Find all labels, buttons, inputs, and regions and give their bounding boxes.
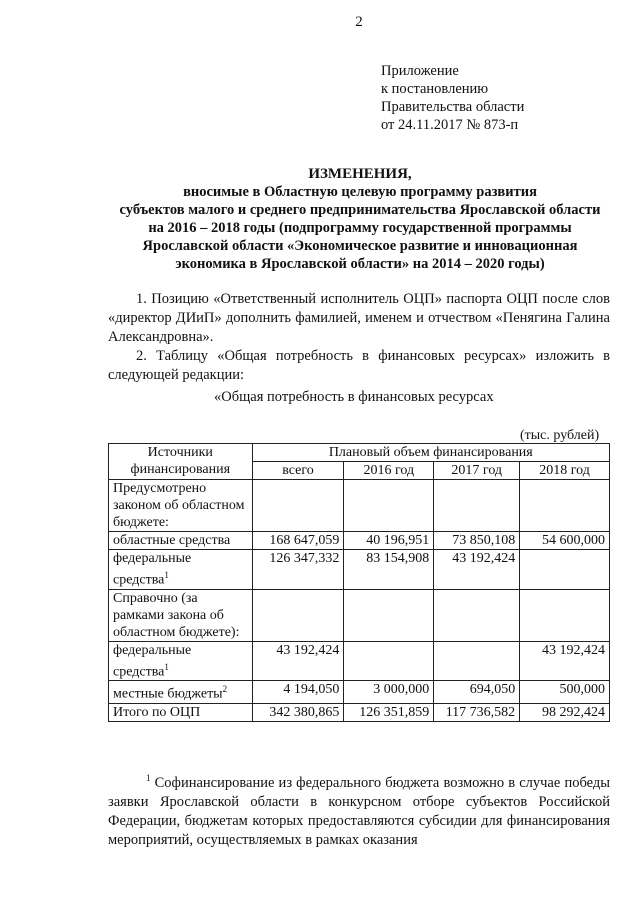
cell-total: 342 380,865 (252, 703, 344, 721)
table-row (109, 532, 610, 550)
appendix-line-3: Правительства области (381, 99, 525, 115)
footnote-text: Софинансирование из федерального бюджета возможно в случае победы заявки Ярославской области в конкурсном отборе субъектов Российской Федерации, бюджетам которых предоставляются субсидии для финансирования мероприятий, осуществляемых в рамках оказания (108, 774, 611, 848)
table-row (109, 681, 610, 704)
cell-total: 126 347,332 (252, 550, 344, 590)
header-2018: 2018 год (520, 462, 610, 480)
row-label-text: федеральные средства (113, 551, 192, 588)
row-label (109, 480, 253, 532)
appendix-line-4: от 24.11.2017 № 873-п (381, 117, 519, 133)
cell-y2016: 126 351,859 (344, 703, 434, 721)
cell-y2016: 83 154,908 (344, 550, 434, 590)
cell-y2017 (434, 641, 520, 681)
table-units: (тыс. рублей) (520, 428, 600, 443)
appendix-block (381, 62, 524, 134)
cell-y2017: 73 850,108 (434, 532, 520, 550)
header-total: всего (252, 462, 344, 480)
row-footnote-mark: 1 (164, 661, 169, 672)
row-label (109, 641, 253, 681)
cell-y2017 (434, 480, 520, 532)
cell-y2016 (344, 641, 434, 681)
appendix-line-2: к постановлению (381, 81, 489, 97)
title-main: ИЗМЕНЕНИЯ, (308, 166, 412, 182)
row-label-text: Справочно (за рамками закона об областном бюджете): (113, 590, 240, 640)
table-row (109, 703, 610, 721)
table-header-row (109, 444, 610, 462)
row-label (109, 703, 253, 721)
row-label (109, 589, 253, 641)
paragraph-1 (108, 290, 610, 347)
header-plan: Плановый объем финансирования (252, 444, 609, 462)
title-line-5: экономика в Ярославской области» на 2014 – 2020 годы) (175, 256, 545, 272)
cell-y2017: 43 192,424 (434, 550, 520, 590)
cell-y2018 (520, 480, 610, 532)
cell-total (252, 589, 344, 641)
paragraph-2 (108, 347, 610, 385)
header-source: Источники финансирования (109, 444, 253, 480)
paragraph-1-text: 1. Позицию «Ответственный исполнитель ОЦП» паспорта ОЦП после слов «директор ДИиП» дополнить фамилией, именем и отчеством «Пенягина Галина Александровна». (108, 291, 610, 345)
title-line-2: субъектов малого и среднего предпринимательства Ярославской области (119, 202, 601, 218)
row-footnote-mark: 2 (222, 684, 228, 695)
header-2016: 2016 год (344, 462, 434, 480)
cell-y2018: 43 192,424 (520, 641, 610, 681)
cell-total: 4 194,050 (252, 681, 344, 704)
cell-y2016 (344, 480, 434, 532)
cell-y2016: 40 196,951 (344, 532, 434, 550)
title-line-1: вносимые в Областную целевую программу развития (183, 184, 537, 200)
financing-table (108, 443, 610, 722)
cell-y2018 (520, 589, 610, 641)
header-2017: 2017 год (434, 462, 520, 480)
cell-total: 43 192,424 (252, 641, 344, 681)
cell-y2017 (434, 589, 520, 641)
footnote (108, 769, 610, 850)
document-title (90, 165, 630, 273)
table-row (109, 641, 610, 681)
title-line-4: Ярославской области «Экономическое развитие и инновационная (142, 238, 578, 254)
cell-y2017: 117 736,582 (434, 703, 520, 721)
row-label-text: областные средства (113, 533, 231, 548)
cell-y2018: 98 292,424 (520, 703, 610, 721)
cell-y2016 (344, 589, 434, 641)
title-line-3: на 2016 – 2018 годы (подпрограмму государственной программы (148, 220, 572, 236)
cell-y2018: 54 600,000 (520, 532, 610, 550)
cell-y2018 (520, 550, 610, 590)
footnote-mark: 1 (146, 773, 151, 783)
row-label-text: местные бюджеты (113, 686, 223, 702)
cell-y2017: 694,050 (434, 681, 520, 704)
row-label-text: федеральные средства (113, 642, 192, 680)
row-footnote-mark: 1 (164, 570, 169, 580)
table-row (109, 589, 610, 641)
cell-y2016: 3 000,000 (344, 681, 434, 704)
page-number: 2 (355, 14, 363, 30)
cell-total: 168 647,059 (252, 532, 344, 550)
row-label (109, 550, 253, 590)
table-body (109, 480, 610, 722)
row-label-text: Предусмотрено законом об областном бюджете: (113, 481, 245, 530)
paragraph-2-text: 2. Таблицу «Общая потребность в финансовых ресурсах» изложить в следующей редакции: (108, 348, 610, 383)
appendix-line-1: Приложение (381, 63, 459, 79)
row-label (109, 681, 253, 704)
row-label (109, 532, 253, 550)
row-label-text: Итого по ОЦП (113, 704, 201, 720)
cell-total (252, 480, 344, 532)
table-row (109, 550, 610, 590)
cell-y2018: 500,000 (520, 681, 610, 704)
table-row (109, 480, 610, 532)
table-caption: «Общая потребность в финансовых ресурсах (214, 389, 494, 405)
